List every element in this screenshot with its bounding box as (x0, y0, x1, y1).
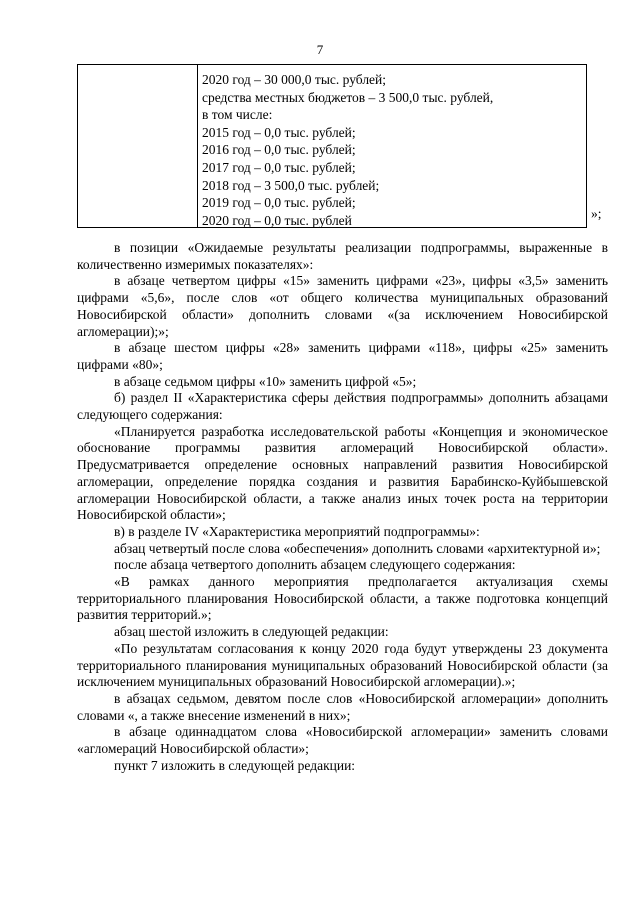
table-right-cell (198, 65, 586, 227)
paragraph: абзац шестой изложить в следующей редакции: (114, 624, 389, 640)
paragraph: в абзацах седьмом, девятом после слов «Новосибирской агломерации» дополнить словами «, а также внесение изменений в них»; (77, 690, 608, 723)
table-line: 2020 год – 0,0 тыс. рублей (202, 212, 352, 228)
paragraph: пункт 7 изложить в следующей редакции: (114, 757, 356, 773)
table-line: средства местных бюджетов – 3 500,0 тыс. рублей, (202, 89, 494, 105)
paragraph: в абзаце седьмом цифры «10» заменить цифрой «5»; (114, 373, 417, 389)
paragraph: «Планируется разработка исследовательской работы «Концепция и экономическое обоснование программы развития агломераций Новосибирской области». Предусматривается определение основных направлений развития Новосибирской агломерации, определение порядка создания и развития Барабинско-Куйбышевской агломерации Новосибирской области, а также анализ иных точек роста на территории Новосибирской области»; (77, 423, 608, 523)
table-line: 2017 год – 0,0 тыс. рублей; (202, 159, 356, 175)
body-text (77, 240, 608, 775)
paragraph: «В рамках данного мероприятия предполагается актуализация схемы территориального планирования Новосибирской области, а также подготовка концепций развития территорий.»; (77, 574, 608, 623)
table-line: 2019 год – 0,0 тыс. рублей; (202, 195, 356, 211)
table-line: 2018 год – 3 500,0 тыс. рублей; (202, 177, 380, 193)
paragraph: абзац четвертый после слова «обеспечения» дополнить словами «архитектурной и»; (114, 540, 601, 556)
table-line: 2016 год – 0,0 тыс. рублей; (202, 142, 356, 158)
paragraph: после абзаца четвертого дополнить абзацем следующего содержания: (114, 557, 516, 573)
table-line: в том числе: (202, 107, 273, 123)
paragraph: в позиции «Ожидаемые результаты реализации подпрограммы, выраженные в количественно измеримых показателях»: (77, 240, 608, 272)
paragraph: в абзаце одиннадцатом слова «Новосибирской агломерации» заменить словами «агломераций Новосибирской области»; (77, 724, 608, 757)
paragraph: в абзаце шестом цифры «28» заменить цифрами «118», цифры «25» заменить цифрами «80»; (77, 340, 608, 372)
budget-table (77, 64, 587, 228)
paragraph: в абзаце четвертом цифры «15» заменить цифрами «23», цифры «3,5» заменить цифрами «5,6», после слов «от общего количества муниципальных образований Новосибирской области» дополнить словами «(за исключением Новосибирской агломерации);»; (77, 273, 608, 339)
table-closing-quote: »; (591, 206, 602, 221)
paragraph: б) раздел II «Характеристика сферы действия подпрограммы» дополнить абзацами следующего содержания: (77, 390, 608, 423)
table-line: 2020 год – 30 000,0 тыс. рублей; (202, 72, 387, 87)
page-number: 7 (316, 42, 324, 57)
table-line: 2015 год – 0,0 тыс. рублей; (202, 124, 356, 140)
paragraph: «По результатам согласования к концу 2020 года будут утверждены 23 документа территориального планирования муниципальных образований Новосибирской области (за исключением муниципальных образований Новосибирской агломерации).»; (77, 640, 608, 690)
paragraph: в) в разделе IV «Характеристика мероприятий подпрограммы»: (114, 523, 480, 539)
table-left-cell (78, 65, 198, 227)
